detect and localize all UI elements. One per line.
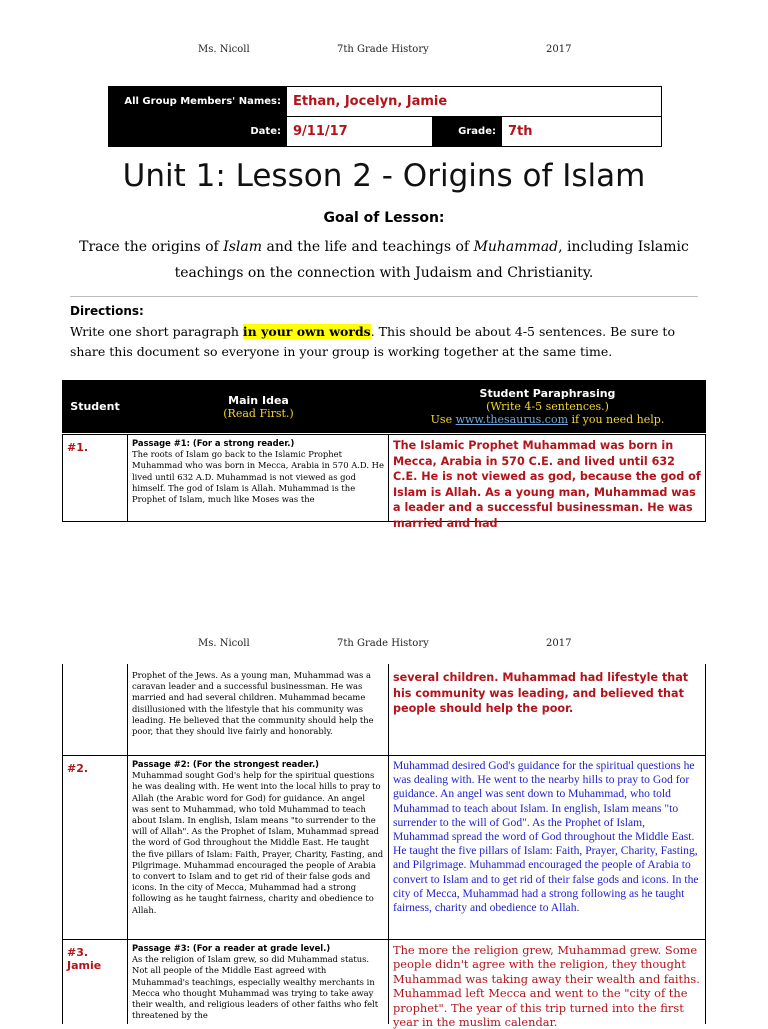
- col-main-idea: [128, 380, 389, 433]
- page-title: Unit 1: Lesson 2 - Origins of Islam: [122, 158, 646, 194]
- table-header: [62, 380, 706, 433]
- paraphrase-text: Muhammad desired God's guidance for the spiritual questions he was dealing with. He went to the nearby hills to pray to God for guidance. An angel was sent down to Muhammad, who told Muhammad to teach about Islam. In english, Islam means "to surrender to the will of God". As the Prophet of Islam, Muhammad spread the word of God throughout the Middle East. He taught the five pillars of Islam: Faith, Prayer, Charity, Fasting, and Pilgrimage. Muhammad encouraged the people of Arabia to convert to Islam and to get rid of their false gods and icons. In the city of Mecca, Muhammad had a strong following as he taught fairness, charity and obedience to Allah.: [393, 759, 699, 915]
- page-header: [0, 44, 768, 60]
- col-paraphrasing: [389, 380, 706, 433]
- main-idea-cell: [128, 940, 389, 1024]
- col-main-sub: (Read First.): [223, 406, 294, 420]
- header-course: 7th Grade History: [337, 44, 429, 55]
- col-para-use: Use: [430, 413, 456, 426]
- header-teacher: Ms. Nicoll: [198, 44, 250, 55]
- goal-text-2: and the life and teachings of: [262, 239, 474, 255]
- date-field[interactable]: 9/11/17: [293, 124, 348, 139]
- col-para-title: Student Paraphrasing: [479, 387, 616, 400]
- student-number: [63, 664, 128, 755]
- passage-text: Prophet of the Jews. As a young man, Muhammad was a caravan leader and a successful businessman. He was married and had several children. Muhammad became disillusioned with the lifestyle that his community was leading. He believed that the community should help the poor, that they should live fairly and honorably.: [132, 670, 374, 737]
- goal-word-islam: Islam: [223, 239, 263, 255]
- col-student: Student: [70, 400, 120, 413]
- passage-text: As the religion of Islam grew, so did Muhammad status. Not all people of the Middle East agreed with Muhammad's teachings, especially wealthy merchants in Mecca who thought Muhammad was trying to take away their wealth, and religious leaders of other faiths who felt threatened by the: [132, 954, 379, 1021]
- table-row: [62, 940, 706, 1029]
- thesaurus-link[interactable]: www.thesaurus.com: [455, 413, 569, 426]
- table-row: [62, 434, 706, 530]
- date-grade-row: [109, 117, 661, 146]
- passage-label: Passage #2: (For the strongest reader.): [132, 759, 319, 769]
- goal-text-3: , including Islamic teachings on the connection with Judaism and Christianity.: [174, 239, 689, 281]
- student-name: Jamie: [67, 959, 102, 972]
- student-number: #3.: [67, 946, 89, 959]
- paraphrase-cell[interactable]: [389, 435, 705, 530]
- col-main-title: Main Idea: [228, 393, 289, 407]
- page-header: [0, 638, 768, 654]
- col-para-sub: (Write 4-5 sentences.): [486, 400, 609, 413]
- passage-label: Passage #1: (For a strong reader.): [132, 438, 295, 448]
- main-idea-cell: [128, 664, 389, 755]
- members-label: All Group Members' Names:: [109, 87, 287, 116]
- paraphrase-cell[interactable]: [389, 940, 705, 1029]
- paraphrase-cell[interactable]: [389, 664, 705, 755]
- student-number: #2.: [63, 756, 128, 939]
- student-cell: [63, 940, 128, 1024]
- date-label: Date:: [109, 117, 287, 146]
- directions-highlight: in your own words: [242, 324, 371, 339]
- table-row: [62, 664, 706, 756]
- col-para-help: [431, 413, 665, 426]
- paraphrase-text: The more the religion grew, Muhammad grew. Some people didn't agree with the religion, they thought Muhammad was taking away their wealth and faiths. Muhammad left Mecca and went to the "city of the prophet". The year of this trip turned into the first year in the muslim calendar.: [393, 943, 700, 1029]
- members-field[interactable]: Ethan, Jocelyn, Jamie: [293, 94, 448, 109]
- goal-word-muhammad: Muhammad: [473, 239, 559, 255]
- grade-field[interactable]: 7th: [508, 124, 533, 139]
- student-number: #1.: [63, 435, 128, 521]
- passage-text: Muhammad sought God's help for the spiritual questions he was dealing with. He went into the local hills to pray to Allah (the Arabic word for God) for guidance. An angel was sent to Muhammad, who told Muhammad to teach about Islam. In english, Islam means "to surrender to the will of Allah". As the Prophet of Islam, Muhammad spread the word of God throughout the Middle East. He taught the five pillars of Islam: Faith, Prayer, Charity, Fasting, and Pilgrimage. Muhammad encouraged the people of Arabia to convert to Islam and to get rid of their false gods and icons. In the city of Mecca, Muhammad had a strong following as he taught fairness, charity and obedience to Allah.: [132, 770, 384, 915]
- members-row: [109, 87, 661, 117]
- passage-text: The roots of Islam go back to the Islamic Prophet Muhammad who was born in Mecca, Arabia in 570 A.D. He lived until 632 A.D. Muhammad is not viewed as god himself. The god of Islam is Allah. Muhammad is the Prophet of Islam, much like Moses was the: [132, 449, 384, 505]
- header-year: 2017: [546, 44, 572, 55]
- paraphrase-text: several children. Muhammad had lifestyle that his community was leading, and believed that people should help the poor.: [393, 671, 689, 715]
- main-idea-cell: [128, 435, 389, 521]
- goal-heading: Goal of Lesson:: [323, 210, 445, 226]
- paraphrase-cell[interactable]: [389, 756, 705, 939]
- directions-heading: Directions:: [70, 304, 144, 318]
- goal-text-1: Trace the origins of: [79, 239, 224, 255]
- header-teacher: Ms. Nicoll: [198, 638, 250, 649]
- header-course: 7th Grade History: [337, 638, 429, 649]
- passage-label: Passage #3: (For a reader at grade level.): [132, 943, 331, 953]
- paraphrase-text: The Islamic Prophet Muhammad was born in Mecca, Arabia in 570 C.E. and lived until 632 C.E. He is not viewed as god, because the god of Islam is Allah. As a young man, Muhammad was a leader and a successful businessman. He was married and had: [393, 439, 701, 530]
- group-info-box: [108, 86, 662, 147]
- table-row: [62, 756, 706, 940]
- goal-text: [60, 234, 708, 286]
- directions-text-2: . This should be about 4-5 sentences. Be sure to share this document so everyone in your group is working together at the same time.: [70, 324, 675, 359]
- directions-text: [70, 322, 710, 362]
- main-idea-cell: [128, 756, 389, 939]
- header-year: 2017: [546, 638, 572, 649]
- directions-text-1: Write one short paragraph: [70, 324, 243, 339]
- col-para-help-text: if you need help.: [568, 413, 665, 426]
- grade-label: Grade:: [432, 117, 502, 146]
- divider: [70, 296, 698, 297]
